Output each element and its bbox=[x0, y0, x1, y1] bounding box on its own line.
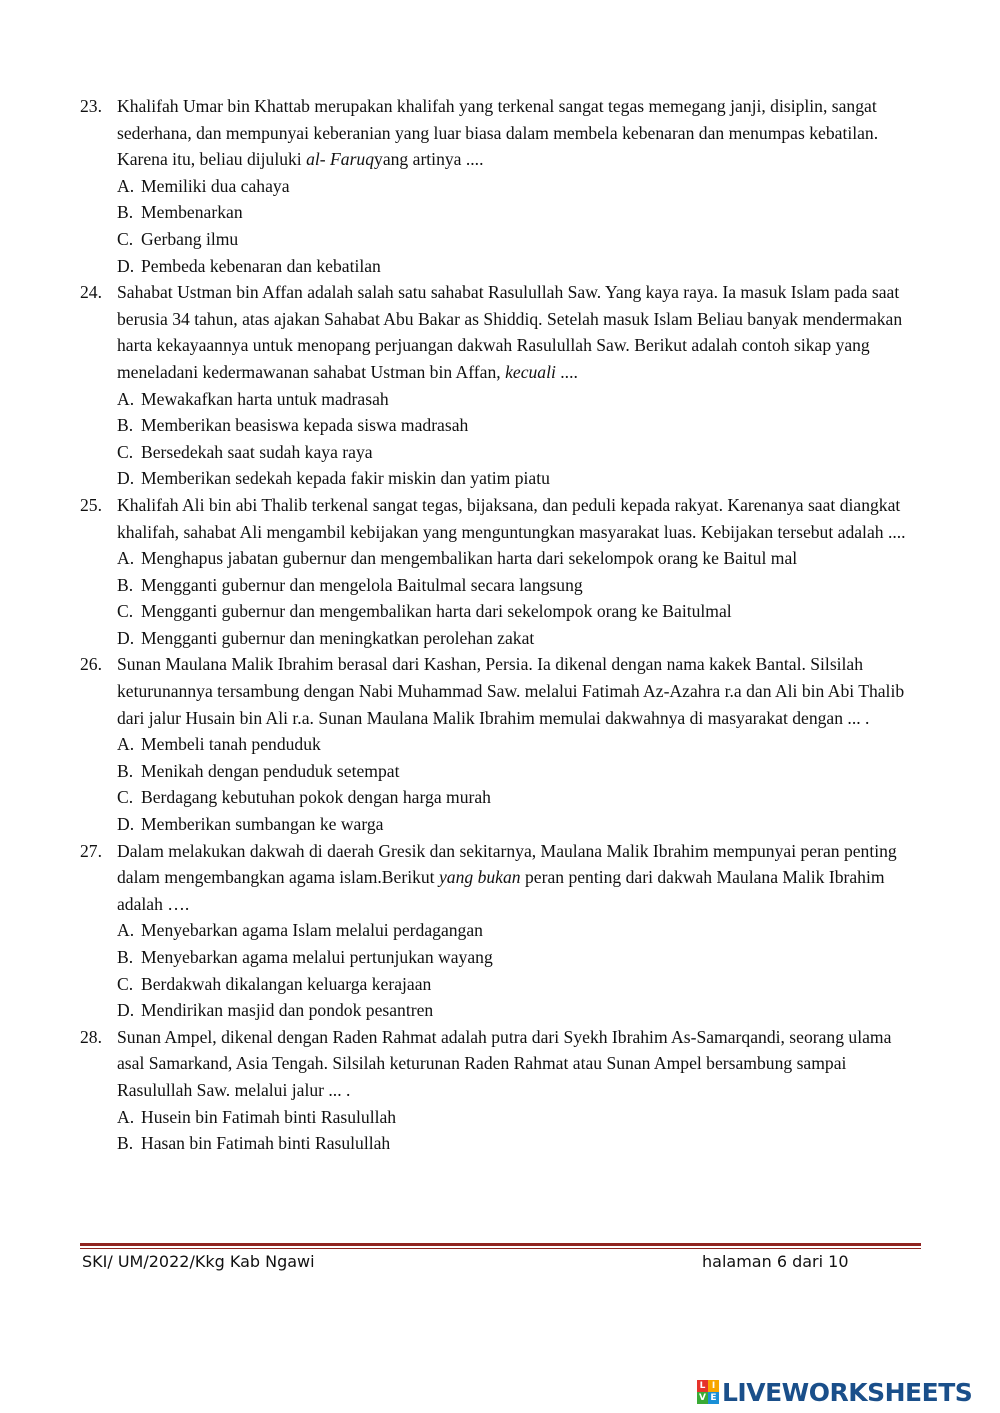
option-text: Mewakafkan harta untuk madrasah bbox=[141, 388, 389, 409]
question-emphasis: yang bukan bbox=[438, 867, 521, 888]
question-block bbox=[80, 651, 920, 837]
question-text: Dalam melakukan dakwah di daerah Gresik dan sekitarnya, Maulana Malik Ibrahim mempunyai peran penting dalam mengembangkan agama islam.Berikut bbox=[117, 840, 897, 888]
option-d bbox=[80, 811, 920, 838]
question-text: Sahabat Ustman bin Affan adalah salah satu sahabat Rasulullah Saw. Yang kaya raya. Ia masuk Islam pada saat berusia 34 tahun, atas ajakan Sahabat Abu Bakar as Shiddiq. Setelah masuk Islam Beliau banyak mendermakan harta kekayaannya untuk menopang perjuangan dakwah Rasulullah Saw. Berikut adalah contoh sikap yang meneladani kedermawanan sahabat Ustman bin Affan, bbox=[117, 282, 903, 382]
question-number: 27. bbox=[80, 840, 102, 861]
option-letter: D. bbox=[117, 814, 135, 835]
question-text-end: yang artinya .... bbox=[374, 149, 484, 170]
option-letter: C. bbox=[117, 973, 134, 994]
question-number: 26. bbox=[80, 654, 102, 675]
footer-divider-thick bbox=[80, 1243, 921, 1246]
option-letter: C. bbox=[117, 441, 134, 462]
option-letter: D. bbox=[117, 627, 135, 648]
option-letter: B. bbox=[117, 415, 134, 436]
option-text: Memberikan sumbangan ke warga bbox=[141, 814, 384, 835]
option-c bbox=[80, 598, 920, 625]
question-emphasis: al- Faruq bbox=[306, 149, 375, 170]
option-text: Berdakwah dikalangan keluarga kerajaan bbox=[141, 973, 432, 994]
liveworksheets-watermark bbox=[697, 1377, 972, 1407]
option-text: Memberikan beasiswa kepada siswa madrasah bbox=[141, 415, 469, 436]
question-block bbox=[80, 279, 920, 492]
option-text: Berdagang kebutuhan pokok dengan harga murah bbox=[141, 787, 491, 808]
option-b bbox=[80, 758, 920, 785]
option-b bbox=[80, 1130, 920, 1157]
question-stem bbox=[80, 651, 920, 731]
option-a bbox=[80, 917, 920, 944]
option-c bbox=[80, 226, 920, 253]
question-stem bbox=[80, 492, 920, 545]
option-c bbox=[80, 971, 920, 998]
question-block bbox=[80, 1024, 920, 1157]
option-text: Husein bin Fatimah binti Rasulullah bbox=[141, 1106, 397, 1127]
option-text: Gerbang ilmu bbox=[141, 228, 239, 249]
option-letter: B. bbox=[117, 760, 134, 781]
question-text: Sunan Maulana Malik Ibrahim berasal dari Kashan, Persia. Ia dikenal dengan nama kakek Bantal. Silsilah keturunannya tersambung dengan Nabi Muhammad Saw. melalui Fatimah Az-Azahra r.a dan Ali bin Abi Thalib dari jalur Husain bin Ali r.a. Sunan Maulana Malik Ibrahim memulai dakwahnya di masyarakat dengan ... . bbox=[117, 654, 905, 728]
option-text: Membenarkan bbox=[141, 202, 243, 223]
option-letter: C. bbox=[117, 787, 134, 808]
option-letter: A. bbox=[117, 920, 135, 941]
question-number: 24. bbox=[80, 282, 102, 303]
option-letter: D. bbox=[117, 1000, 135, 1021]
option-text: Menyebarkan agama Islam melalui perdagangan bbox=[141, 920, 483, 941]
option-letter: D. bbox=[117, 255, 135, 276]
option-letter: B. bbox=[117, 1133, 134, 1154]
option-c bbox=[80, 784, 920, 811]
question-block bbox=[80, 492, 920, 652]
option-text: Mengganti gubernur dan mengelola Baitulmal secara langsung bbox=[141, 574, 583, 595]
question-text: Sunan Ampel, dikenal dengan Raden Rahmat adalah putra dari Syekh Ibrahim As-Samarqandi, seorang ulama asal Samarkand, Asia Tengah. Silsilah keturunan Raden Rahmat atau Sunan Ampel bersambung sampai Rasulullah Saw. melalui jalur ... . bbox=[117, 1026, 892, 1100]
question-emphasis: kecuali bbox=[505, 361, 556, 382]
question-stem bbox=[80, 1024, 920, 1104]
question-stem bbox=[80, 838, 920, 918]
question-block bbox=[80, 93, 920, 279]
option-text: Menyebarkan agama melalui pertunjukan wayang bbox=[141, 947, 493, 967]
option-letter: A. bbox=[117, 1106, 135, 1127]
option-text: Menikah dengan penduduk setempat bbox=[141, 760, 400, 781]
option-a bbox=[80, 173, 920, 200]
option-b bbox=[80, 572, 920, 599]
logo-tile: V bbox=[697, 1392, 708, 1404]
option-text: Mengganti gubernur dan meningkatkan perolehan zakat bbox=[141, 627, 535, 648]
liveworksheets-logo-icon bbox=[697, 1380, 719, 1404]
option-a bbox=[80, 386, 920, 413]
option-letter: B. bbox=[117, 202, 134, 223]
footer-document-code: SKI/ UM/2022/Kkg Kab Ngawi bbox=[82, 1252, 315, 1271]
logo-tile: I bbox=[708, 1380, 719, 1392]
question-number: 23. bbox=[80, 96, 102, 116]
option-a bbox=[80, 545, 920, 572]
option-d bbox=[80, 465, 920, 492]
option-b bbox=[80, 412, 920, 439]
option-letter: A. bbox=[117, 548, 135, 569]
option-d bbox=[80, 625, 920, 652]
option-letter: B. bbox=[117, 947, 134, 967]
footer-divider-thin bbox=[80, 1248, 921, 1249]
option-text: Membeli tanah penduduk bbox=[141, 734, 321, 755]
question-text-end: .... bbox=[555, 361, 578, 382]
question-text: Khalifah Ali bin abi Thalib terkenal sangat tegas, bijaksana, dan peduli kepada rakyat. Karenanya saat diangkat khalifah, sahabat Ali mengambil kebijakan yang menguntungkan masyarakat luas. Kebijakan tersebut adalah .... bbox=[117, 494, 906, 542]
option-text: Memiliki dua cahaya bbox=[141, 175, 290, 196]
option-b bbox=[80, 944, 920, 971]
option-a bbox=[80, 731, 920, 758]
option-letter: A. bbox=[117, 175, 135, 196]
option-text: Pembeda kebenaran dan kebatilan bbox=[141, 255, 381, 276]
option-letter: B. bbox=[117, 574, 134, 595]
logo-tile: L bbox=[697, 1380, 708, 1392]
question-text-end: peran penting dari dakwah Maulana Malik Ibrahim adalah …. bbox=[117, 867, 885, 914]
option-a bbox=[80, 1104, 920, 1131]
question-number: 25. bbox=[80, 494, 102, 515]
watermark-text: LIVEWORKSHEETS bbox=[722, 1377, 973, 1407]
footer-page-number: halaman 6 dari 10 bbox=[702, 1252, 849, 1271]
option-letter: C. bbox=[117, 228, 134, 249]
option-c bbox=[80, 439, 920, 466]
question-stem bbox=[80, 93, 920, 173]
option-letter: A. bbox=[117, 734, 135, 755]
option-d bbox=[80, 997, 920, 1024]
option-d bbox=[80, 253, 920, 280]
question-number: 28. bbox=[80, 1026, 102, 1047]
option-text: Hasan bin Fatimah binti Rasulullah bbox=[141, 1133, 391, 1154]
option-text: Menghapus jabatan gubernur dan mengembalikan harta dari sekelompok orang ke Baitul mal bbox=[141, 548, 798, 569]
question-list bbox=[80, 93, 920, 1157]
option-text: Memberikan sedekah kepada fakir miskin dan yatim piatu bbox=[141, 468, 550, 489]
option-text: Bersedekah saat sudah kaya raya bbox=[141, 441, 373, 462]
option-text: Mendirikan masjid dan pondok pesantren bbox=[141, 1000, 434, 1021]
option-letter: A. bbox=[117, 388, 135, 409]
option-letter: C. bbox=[117, 601, 134, 622]
question-block bbox=[80, 838, 920, 1024]
question-text: Khalifah Umar bin Khattab merupakan khalifah yang terkenal sangat tegas memegang janji, disiplin, sangat sederhana, dan mempunyai keberanian yang luar biasa dalam membela kebenaran dan menumpas kebatilan. Karena itu, beliau dijuluki bbox=[117, 96, 879, 170]
logo-tile: E bbox=[708, 1392, 719, 1404]
option-letter: D. bbox=[117, 468, 135, 489]
option-text: Mengganti gubernur dan mengembalikan harta dari sekelompok orang ke Baitulmal bbox=[141, 601, 732, 622]
question-stem bbox=[80, 279, 920, 385]
option-b bbox=[80, 199, 920, 226]
